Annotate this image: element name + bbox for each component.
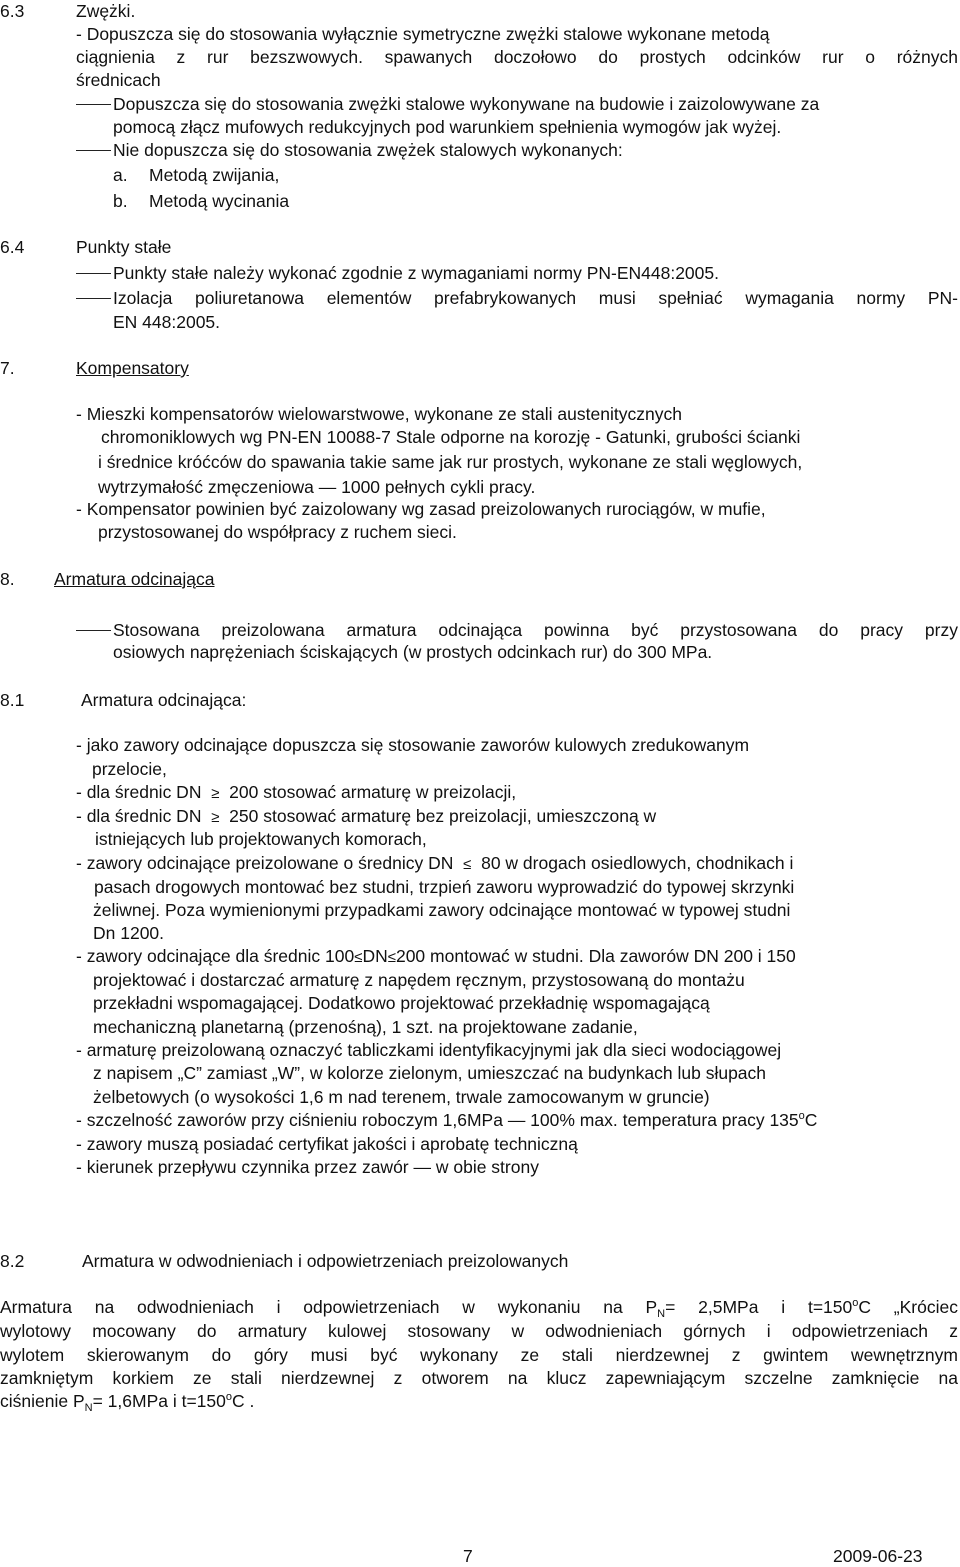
section-6-4-bullet-1: Punkty stałe należy wykonać zgodnie z wymaganiami normy PN-EN448:2005.	[113, 263, 719, 283]
section-8-2-number: 8.2	[0, 1251, 25, 1271]
section-6-3-line-2: ciągnienia z rur bezszwowych. spawanych doczołowo do prostych odcinków rur o różnych	[76, 47, 958, 67]
section-8-1-item-5d: projektować i dostarczać armaturę z napędem ręcznym, przystosowaną do montażu	[93, 970, 745, 990]
section-8-1-item-2	[76, 781, 516, 803]
section-6-3-line-1: - Dopuszcza się do stosowania wyłącznie symetryczne zwężki stalowe wykonane metodą	[76, 24, 770, 44]
section-8-number: 8.	[0, 569, 15, 589]
section-8-1-item-7	[76, 1109, 817, 1134]
line-1-text: Armatura na odwodnieniach i odpowietrzeniach w wykonaniu na P	[0, 1297, 658, 1317]
section-6-3-bullet-2: Nie dopuszcza się do stosowania zwężek stalowych wykonanych:	[113, 140, 623, 160]
footer-date: 2009-06-23	[833, 1546, 923, 1566]
line-5-tail: C .	[232, 1391, 255, 1411]
bullet-dash	[76, 150, 111, 151]
item-7-text: - szczelność zaworów przy ciśnieniu roboczym 1,6MPa — 100% max. temperatura pracy 135	[76, 1110, 799, 1130]
bullet-dash	[76, 104, 111, 105]
section-6-3-bullet-1b: pomocą złącz mufowych redukcyjnych pod warunkiem spełnienia wymogów jak wyżej.	[113, 117, 782, 137]
bullet-dash	[76, 630, 111, 631]
section-7-number: 7.	[0, 358, 15, 378]
section-8-1-item-3	[76, 805, 656, 827]
section-8-2-title: Armatura w odwodnieniach i odpowietrzeniach preizolowanych	[82, 1251, 569, 1271]
section-6-4-number: 6.4	[0, 237, 25, 257]
section-8-2-line-4: zamkniętym korkiem ze stali nierdzewnej z otworem na klucz zapewniającym szczelne zamknięcie na	[0, 1368, 958, 1388]
item-5-dn: DN	[362, 946, 388, 966]
section-8-bullet-1a: Stosowana preizolowana armatura odcinająca powinna być przystosowana do pracy przy	[113, 620, 958, 640]
section-8-bullet-1b: osiowych naprężeniach ściskających (w prostych odcinkach rur) do 300 MPa.	[113, 642, 713, 662]
greater-equal-symbol: ≥	[211, 809, 220, 826]
list-item-a: Metodą zwijania,	[149, 165, 280, 185]
item-2-prefix: - dla średnic DN	[76, 782, 202, 802]
section-7-para-1d: wytrzymałość zmęczeniowa — 1000 pełnych cykli pracy.	[98, 477, 536, 497]
section-6-3-bullet-1a: Dopuszcza się do stosowania zwężki stalowe wykonywane na budowie i zaizolowywane za	[113, 94, 820, 114]
list-item-b: Metodą wycinania	[149, 191, 290, 211]
section-8-1-item-5	[76, 945, 796, 967]
section-8-2-line-2: wylotowy mocowany do armatury kulowej stosowany w odwodnieniach górnych i odpowietrzeniach z	[0, 1321, 958, 1341]
section-6-4-bullet-2a: Izolacja poliuretanowa elementów prefabrykowanych musi spełniać wymagania normy PN-	[113, 288, 958, 308]
section-8-1-item-8: - zawory muszą posiadać certyfikat jakości i aprobatę techniczną	[76, 1134, 578, 1154]
section-7-para-1a: - Mieszki kompensatorów wielowarstwowe, wykonane ze stali austenitycznych	[76, 404, 682, 424]
list-marker-b: b.	[113, 191, 128, 211]
section-6-3-title: Zwężki.	[76, 1, 136, 21]
section-8-1-item-4	[76, 852, 793, 874]
degree-superscript: o	[225, 1391, 233, 1403]
section-8-1-item-6a: - armaturę preizolowaną oznaczyć tabliczkami identyfikacyjnymi jak dla sieci wodociągowej	[76, 1040, 782, 1060]
section-8-1-item-9: - kierunek przepływu czynnika przez zawór — w obie strony	[76, 1157, 539, 1177]
section-7-para-2a: - Kompensator powinien być zaizolowany wg zasad preizolowanych rurociągów, w mufie,	[76, 499, 766, 519]
degree-superscript: o	[798, 1110, 805, 1122]
section-8-1-item-1a: - jako zawory odcinające dopuszcza się stosowanie zaworów kulowych zredukowanym	[76, 735, 750, 755]
section-7-para-1c: i średnice króćców do spawania takie same jak rur prostych, wykonane ze stali węglowych,	[98, 452, 803, 472]
section-8-1-item-4c: pasach drogowych montować bez studni, trzpień zaworu wyprowadzić do typowej skrzynki	[94, 877, 795, 897]
item-5-suffix: 200 montować w studni. Dla zaworów DN 200 i 150	[395, 946, 796, 966]
item-3-suffix: 250 stosować armaturę bez preizolacji, umieszczoną w	[229, 806, 657, 826]
section-6-4-title: Punkty stałe	[76, 237, 172, 257]
section-7-title: Kompensatory	[76, 358, 189, 378]
page-number: 7	[463, 1546, 473, 1566]
section-8-2-line-3: wylotem skierowanym do góry musi być wykonany ze stali nierdzewnej z gwintem wewnętrznym	[0, 1345, 958, 1365]
line-5-value: = 1,6MPa i t=150	[92, 1391, 226, 1411]
section-8-title: Armatura odcinająca	[54, 569, 215, 589]
item-4-suffix: 80 w drogach osiedlowych, chodnikach i	[481, 853, 794, 873]
less-equal-symbol: ≤	[387, 949, 396, 966]
section-8-1-item-5e: przekładni wspomagającej. Dodatkowo projektować przekładnię wspomagającą	[93, 993, 710, 1013]
section-8-1-title: Armatura odcinająca:	[81, 690, 247, 710]
list-marker-a: a.	[113, 165, 128, 185]
section-8-1-number: 8.1	[0, 690, 25, 710]
item-7-unit: C	[804, 1110, 818, 1130]
section-8-1-item-5f: mechaniczną planetarną (przenośną), 1 szt. na projektowane zadanie,	[93, 1017, 638, 1037]
section-8-1-item-6c: żelbetowych (o wysokości 1,6 m nad terenem, trwale zamocowanym w gruncie)	[93, 1087, 710, 1107]
item-5-prefix: - zawory odcinające dla średnic 100	[76, 946, 355, 966]
item-3-prefix: - dla średnic DN	[76, 806, 202, 826]
section-8-2-line-5	[0, 1390, 254, 1415]
less-equal-symbol: ≤	[354, 949, 363, 966]
section-8-1-item-1b: przelocie,	[92, 759, 167, 779]
line-1-tail: C „Króciec	[858, 1297, 958, 1317]
degree-superscript: o	[852, 1297, 859, 1309]
section-8-1-item-3c: istniejących lub projektowanych komorach,	[95, 829, 427, 849]
greater-equal-symbol: ≥	[211, 785, 220, 802]
section-7-para-1b: chromoniklowych wg PN-EN 10088-7 Stale odporne na korozję - Gatunki, grubości ścianki	[101, 427, 801, 447]
section-6-3-number: 6.3	[0, 1, 25, 21]
subscript-n: N	[84, 1402, 93, 1414]
section-7-para-2b: przystosowanej do współpracy z ruchem sieci.	[98, 522, 457, 542]
item-2-suffix: 200 stosować armaturę w preizolacji,	[229, 782, 517, 802]
bullet-dash	[76, 273, 111, 274]
section-8-1-item-4d: żeliwnej. Poza wymienionymi przypadkami zawory odcinające montować w typowej studni	[93, 900, 791, 920]
bullet-dash	[76, 298, 111, 299]
item-4-prefix: - zawory odcinające preizolowane o średnicy DN	[76, 853, 454, 873]
section-8-2-line-1	[0, 1296, 958, 1321]
less-equal-symbol: ≤	[463, 856, 472, 873]
section-6-3-line-3: średnicach	[76, 70, 161, 90]
section-6-4-bullet-2b: EN 448:2005.	[113, 312, 221, 332]
subscript-n: N	[657, 1308, 666, 1320]
section-8-1-item-4e: Dn 1200.	[93, 923, 165, 943]
line-5-text: ciśnienie P	[0, 1391, 85, 1411]
section-8-1-item-6b: z napisem „C” zamiast „W”, w kolorze zielonym, umieszczać na budynkach lub słupach	[93, 1063, 767, 1083]
line-1-value: = 2,5MPa i t=150	[665, 1297, 853, 1317]
